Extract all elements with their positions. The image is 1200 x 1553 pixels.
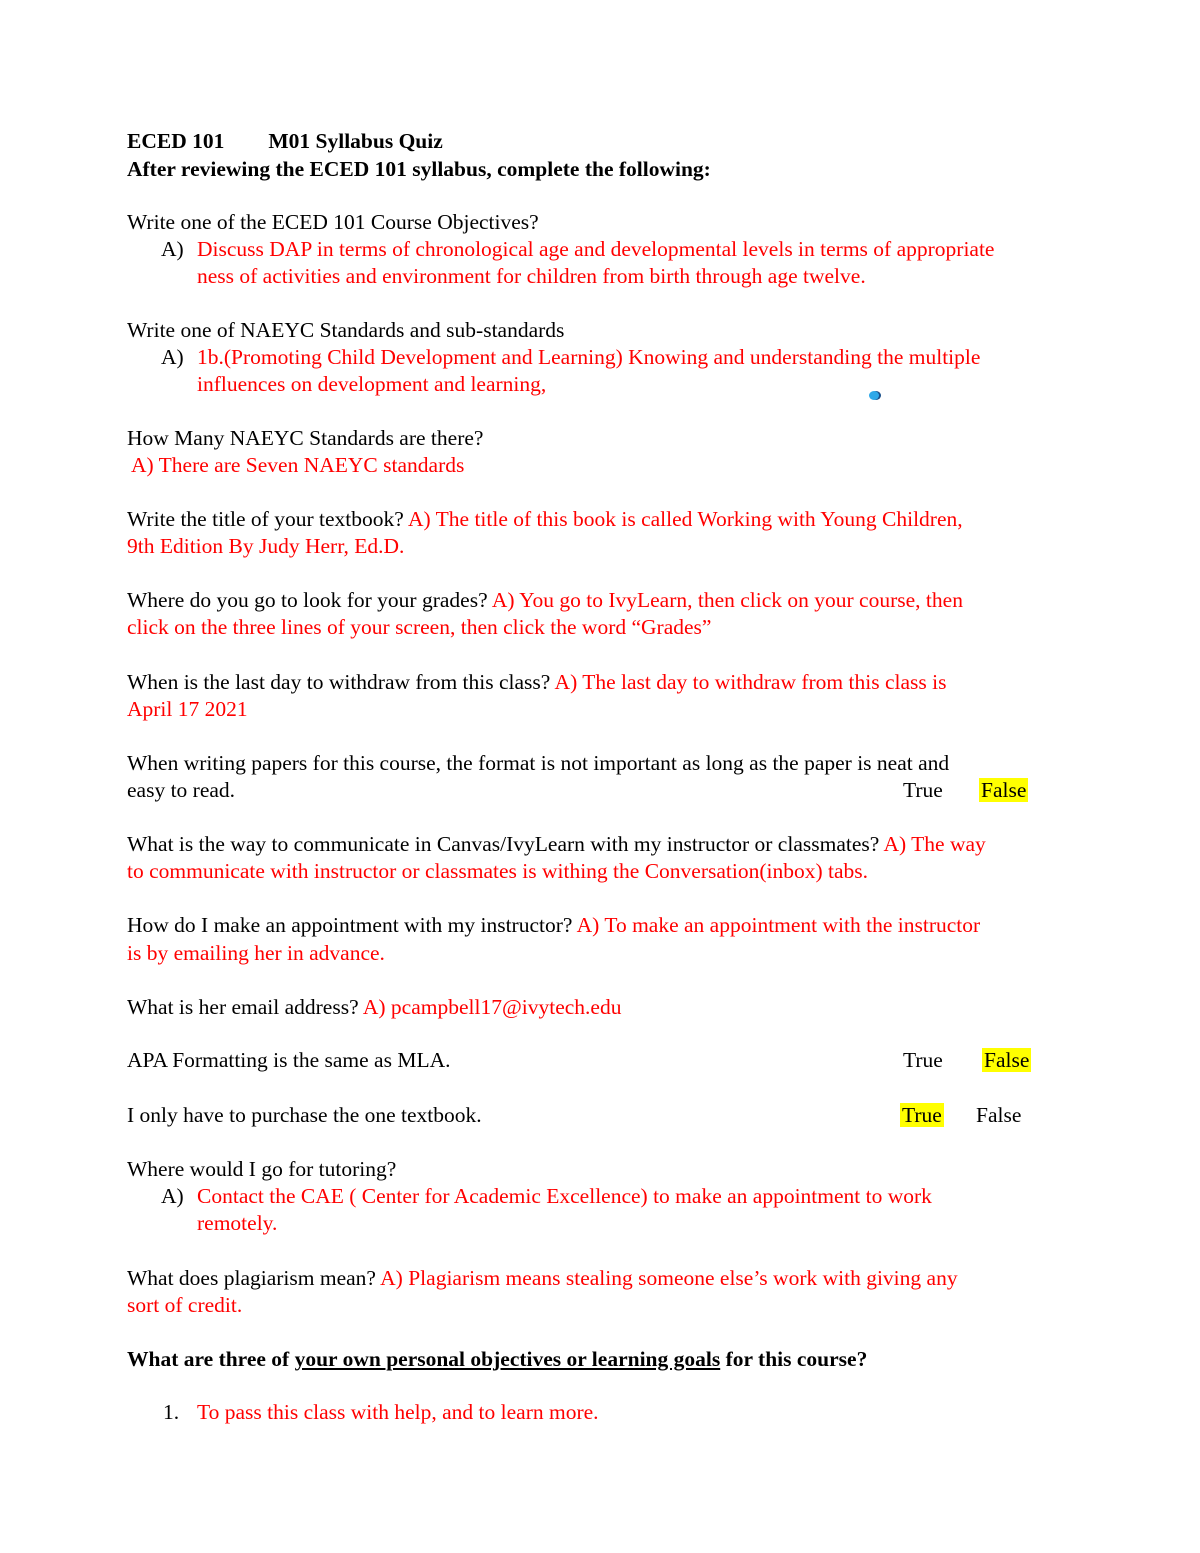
question-plagiarism-text: What does plagiarism mean?	[127, 1266, 376, 1290]
answer-label: A)	[161, 237, 184, 261]
answer-label: A)	[161, 1184, 184, 1208]
answer-naeyc-standard-line2: influences on development and learning,	[197, 372, 547, 396]
answer-plagiarism-line2: sort of credit.	[127, 1293, 243, 1317]
answer-tutoring-line2: remotely.	[197, 1211, 278, 1235]
answer-naeyc-standard-line1: 1b.(Promoting Child Development and Learning) Knowing and understanding the multiple	[197, 345, 981, 369]
answer-textbook-line1: A) The title of this book is called Working with Young Children,	[407, 507, 963, 531]
answer-grades-line1: A) You go to IvyLearn, then click on your course, then	[491, 588, 963, 612]
answer-label: A)	[161, 345, 184, 369]
question-grades-text: Where do you go to look for your grades?	[127, 588, 488, 612]
question-apa-mla: APA Formatting is the same as MLA.	[127, 1048, 451, 1072]
question-email-text: What is her email address?	[127, 995, 359, 1019]
answer-course-objectives-line2: ness of activities and environment for children from birth through age twelve.	[197, 264, 866, 288]
answer-appointment-line2: is by emailing her in advance.	[127, 941, 385, 965]
quiz-title	[127, 128, 443, 155]
option-true-selected	[900, 1102, 944, 1129]
question-appointment	[127, 912, 980, 939]
question-textbook	[127, 506, 963, 533]
option-false-highlight: False	[984, 1048, 1030, 1072]
goals-prompt	[127, 1346, 867, 1373]
goal-number: 1.	[163, 1400, 180, 1424]
option-false: False	[976, 1103, 1022, 1127]
answer-plagiarism-line1: A) Plagiarism means stealing someone else’s work with giving any	[380, 1266, 958, 1290]
option-true-highlight: True	[902, 1103, 942, 1127]
answer-tutoring-line1: Contact the CAE ( Center for Academic Excellence) to make an appointment to work	[197, 1184, 932, 1208]
question-paper-format-line1: When writing papers for this course, the format is not important as long as the paper is neat and	[127, 751, 950, 775]
question-communicate-text: What is the way to communicate in Canvas/IvyLearn with my instructor or classmates?	[127, 832, 880, 856]
goals-prompt-post: for this course?	[720, 1347, 868, 1371]
answer-grades-line2: click on the three lines of your screen, then click the word “Grades”	[127, 615, 712, 639]
question-paper-format-line2: easy to read.	[127, 778, 236, 802]
question-grades	[127, 587, 963, 614]
course-code: ECED 101	[127, 129, 225, 153]
question-email	[127, 994, 621, 1021]
question-tutoring: Where would I go for tutoring?	[127, 1157, 397, 1181]
answer-withdraw-line2: April 17 2021	[127, 697, 248, 721]
goal-item: To pass this class with help, and to learn more.	[197, 1400, 599, 1424]
question-course-objectives: Write one of the ECED 101 Course Objectives?	[127, 210, 539, 234]
option-false-highlight: False	[981, 778, 1027, 802]
instruction: After reviewing the ECED 101 syllabus, complete the following:	[127, 157, 711, 181]
answer-course-objectives-line1: Discuss DAP in terms of chronological age and developmental levels in terms of appropriate	[197, 237, 995, 261]
option-true: True	[903, 778, 943, 802]
answer-communicate-line1: A) The way	[883, 832, 986, 856]
question-naeyc-count: How Many NAEYC Standards are there?	[127, 426, 484, 450]
answer-textbook-line2: 9th Edition By Judy Herr, Ed.D.	[127, 534, 405, 558]
goals-prompt-pre: What are three of	[127, 1347, 295, 1371]
question-textbook-text: Write the title of your textbook?	[127, 507, 404, 531]
cursor-marker-icon	[869, 391, 879, 400]
question-appointment-text: How do I make an appointment with my instructor?	[127, 913, 573, 937]
option-false-selected	[979, 777, 1028, 804]
option-true: True	[903, 1048, 943, 1072]
question-one-textbook: I only have to purchase the one textbook.	[127, 1103, 482, 1127]
question-plagiarism	[127, 1265, 958, 1292]
answer-email: A) pcampbell17@ivytech.edu	[362, 995, 622, 1019]
answer-naeyc-count: A) There are Seven NAEYC standards	[131, 453, 465, 477]
goals-prompt-underlined: your own personal objectives or learning goals	[294, 1347, 721, 1371]
answer-communicate-line2: to communicate with instructor or classmates is withing the Conversation(inbox) tabs.	[127, 859, 869, 883]
question-withdraw-text: When is the last day to withdraw from this class?	[127, 670, 551, 694]
question-withdraw	[127, 669, 946, 696]
question-communicate	[127, 831, 986, 858]
question-naeyc-standard: Write one of NAEYC Standards and sub-standards	[127, 318, 565, 342]
answer-appointment-line1: A) To make an appointment with the instructor	[576, 913, 981, 937]
answer-withdraw-line1: A) The last day to withdraw from this class is	[554, 670, 947, 694]
option-false-selected	[982, 1047, 1031, 1074]
quiz-name: M01 Syllabus Quiz	[268, 129, 443, 153]
